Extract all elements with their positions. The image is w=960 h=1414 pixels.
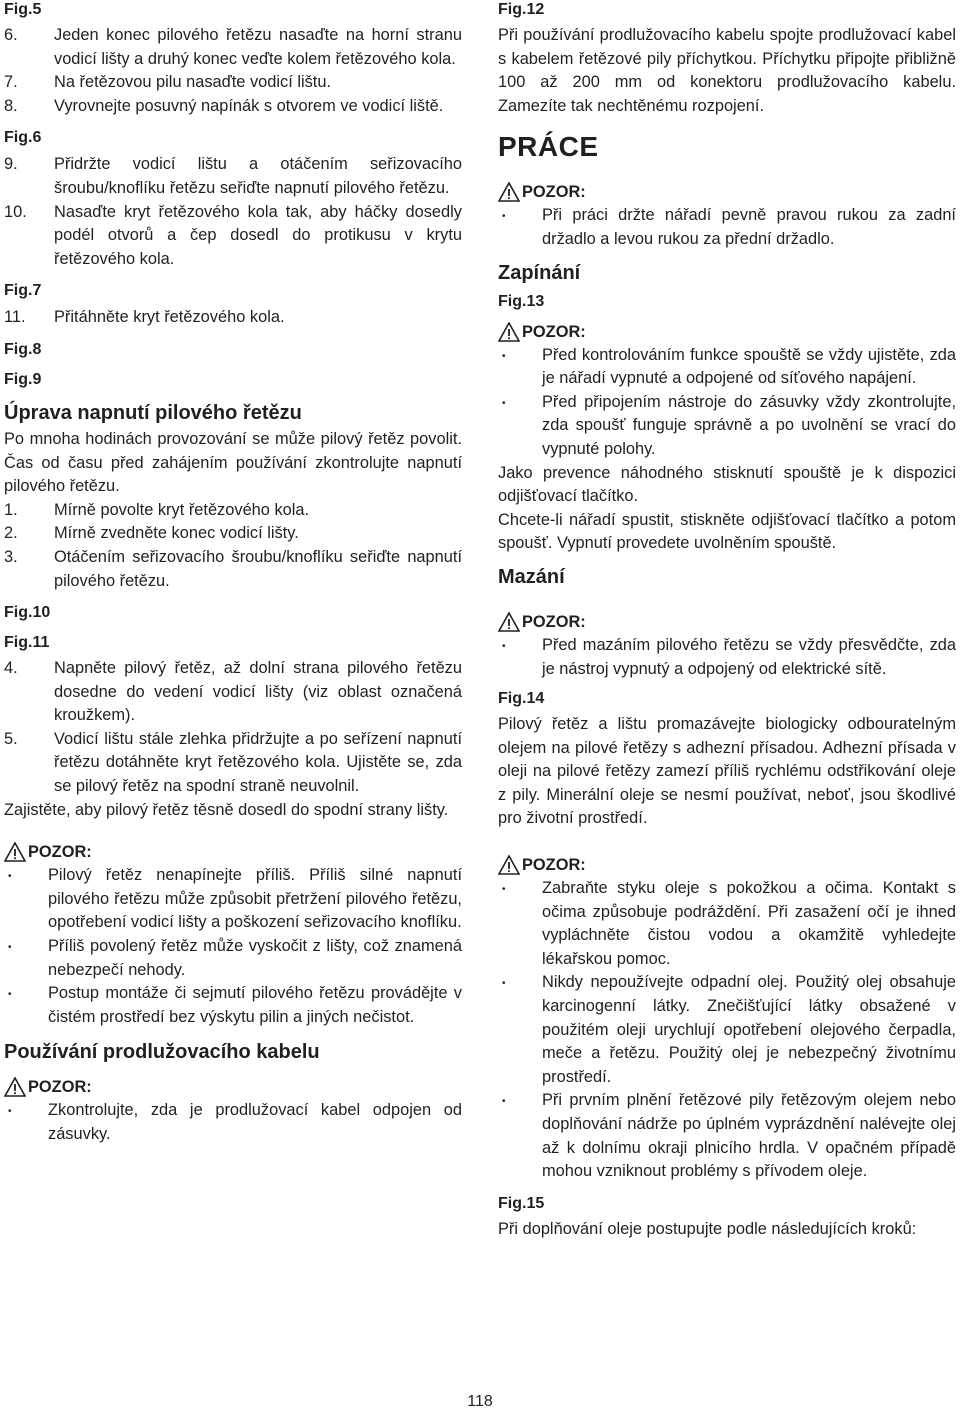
steps-9-10 bbox=[4, 153, 462, 271]
fig-10-label: Fig.10 bbox=[4, 604, 51, 622]
bullet-item: • Nikdy nepoužívejte odpadní olej. Použitý olej obsahuje karcinogenní látky. Znečišťující látky obsažené v použitém oleji urychlují opotřebení olejového čerpadla, meče a řetězu. Použitý olej je nebezpečný životnímu prostředí. bbox=[498, 971, 956, 1089]
paragraph-tension: Po mnoha hodinách provozování se může pilový řetěz povolit. Čas od času před zahájením používání zkontrolujte napnutí pilového řetězu. bbox=[4, 429, 462, 496]
warning-label: POZOR: bbox=[498, 853, 956, 877]
step-item: 1. Mírně povolte kryt řetězového kola. bbox=[4, 500, 310, 519]
warning-triangle-icon bbox=[498, 855, 520, 875]
bullet-item: • Zkontrolujte, zda je prodlužovací kabel odpojen od zásuvky. bbox=[4, 1099, 462, 1146]
paragraph-extension: Při používání prodlužovacího kabelu spojte prodlužovací kabel s kabelem řetězové pily příchytkou. Příchytku připojte přibližně 100 až 200 mm od konektoru prodlužovacího kabelu. Zamezíte tak nechtěnému rozpojení. bbox=[498, 26, 956, 115]
step-item: 5. Vodicí lištu stále zlehka přidržujte a po seřízení napnutí řetězu dotáhněte kryt řetězového kola. Ujistěte se, zda se pilový řetěz na spodní straně neuvolnil. bbox=[4, 729, 462, 796]
warning-list bbox=[498, 634, 956, 681]
paragraph-start: Chcete-li nářadí spustit, stiskněte odjišťovací tlačítko a potom spoušť. Vypnutí provedete uvolněním spouště. bbox=[498, 510, 956, 553]
bullet-item: • Pilový řetěz nenapínejte příliš. Příliš silné napnutí pilového řetězu může způsobit přetržení pilového řetězu, opotřebení vodicí lišty a poškození seřizovacího knoflíku. bbox=[4, 864, 462, 935]
warning-label: POZOR: bbox=[4, 840, 462, 864]
steps-4-5 bbox=[4, 657, 462, 799]
step-item: 11. Přitáhněte kryt řetězového kola. bbox=[4, 308, 285, 327]
paragraph-ensure: Zajistěte, aby pilový řetěz těsně dosedl do spodní strany lišty. bbox=[4, 800, 449, 819]
warning-triangle-icon bbox=[498, 612, 520, 632]
bullet-item: • Při prvním plnění řetězové pily řetězovým olejem nebo doplňování nádrže po úplném vyprázdnění nalévejte olej až k dolnímu okraji plnicího hrdla. V opačném případě mohou vzniknout problémy s přívodem oleje. bbox=[498, 1089, 956, 1183]
warning-label: POZOR: bbox=[498, 610, 956, 634]
bullet-item: • Příliš povolený řetěz může vyskočit z lišty, což znamená nebezpečí nehody. bbox=[4, 935, 462, 982]
paragraph-oil-filling: Při doplňování oleje postupujte podle následujících kroků: bbox=[498, 1219, 917, 1238]
step-item: 2. Mírně zvedněte konec vodicí lišty. bbox=[4, 524, 299, 543]
paragraph-lubrication: Pilový řetěz a lištu promazávejte biologicky odbouratelným olejem na pilové řetězy s adhezní přísadou. Adhezní přísada v oleji na pilové řetězy zamezí příliš rychlému odstřikování oleje z pily. Minerální oleje se nesmí používat, neboť, jsou škodlivé pro životní prostředí. bbox=[498, 715, 956, 828]
bullet-item: • Při práci držte nářadí pevně pravou rukou za zadní držadlo a levou rukou za přední držadlo. bbox=[498, 204, 956, 251]
bullet-item: • Před mazáním pilového řetězu se vždy přesvědčte, zda je nástroj vypnutý a odpojený od elektrické sítě. bbox=[498, 634, 956, 681]
paragraph-lockoff: Jako prevence náhodného stisknutí spouště je k dispozici odjišťovací tlačítko. bbox=[498, 463, 956, 506]
warning-list bbox=[4, 864, 462, 1029]
steps-11 bbox=[4, 306, 462, 330]
warning-triangle-icon bbox=[498, 182, 520, 202]
step-item: 3. Otáčením seřizovacího šroubu/knoflíku seřiďte napnutí pilového řetězu. bbox=[4, 547, 462, 590]
step-item: 7. Na řetězovou pilu nasaďte vodicí lištu. bbox=[4, 73, 332, 92]
heading-work: PRÁCE bbox=[498, 131, 599, 163]
warning-list bbox=[498, 344, 956, 462]
fig-6-label: Fig.6 bbox=[4, 129, 42, 147]
heading-chain-tension: Úprava napnutí pilového řetězu bbox=[4, 401, 302, 424]
step-item: 6. Jeden konec pilového řetězu nasaďte na horní stranu vodicí lišty a druhý konec veďte kolem řetězového kola. bbox=[4, 26, 462, 68]
page-number: 118 bbox=[467, 1393, 493, 1410]
fig-9-label: Fig.9 bbox=[4, 370, 42, 388]
bullet-item: • Zabraňte styku oleje s pokožkou a očima. Kontakt s očima způsobuje podráždění. Při zasažení očí je ihned vypláchněte čistou vodou a okamžitě vyhledejte lékařskou pomoc. bbox=[498, 877, 956, 971]
steps-6-8 bbox=[4, 24, 462, 118]
steps-1-3 bbox=[4, 499, 462, 593]
warning-label: POZOR: bbox=[498, 180, 956, 204]
bullet-item: • Před kontrolováním funkce spouště se vždy ujistěte, zda je nářadí vypnuté a odpojené od síťového napájení. bbox=[498, 344, 956, 391]
fig-12-label: Fig.12 bbox=[498, 1, 545, 18]
fig-11-label: Fig.11 bbox=[4, 634, 50, 652]
left-column bbox=[4, 0, 462, 1147]
step-item: 4. Napněte pilový řetěz, až dolní strana pilového řetězu dosedne do vedení vodicí lišty (viz oblast označená kroužkem). bbox=[4, 659, 462, 725]
step-item: 10. Nasaďte kryt řetězového kola tak, aby háčky dosedly podél otvorů a čep dosedl do protikusu v krytu řetězového kola. bbox=[4, 202, 462, 268]
fig-5-label: Fig.5 bbox=[4, 1, 42, 18]
warning-list bbox=[498, 877, 956, 1184]
warning-list bbox=[4, 1099, 462, 1146]
heading-extension-cable: Používání prodlužovacího kabelu bbox=[4, 1041, 320, 1064]
warning-label: POZOR: bbox=[498, 320, 956, 344]
fig-8-label: Fig.8 bbox=[4, 340, 42, 358]
fig-14-label: Fig.14 bbox=[498, 690, 545, 708]
fig-13-label: Fig.13 bbox=[498, 292, 545, 310]
warning-list bbox=[498, 204, 956, 251]
warning-triangle-icon bbox=[4, 1077, 26, 1097]
fig-15-label: Fig.15 bbox=[498, 1194, 545, 1212]
bullet-item: • Postup montáže či sejmutí pilového řetězu provádějte v čistém prostředí bez výskytu pilin a jiných nečistot. bbox=[4, 982, 462, 1029]
heading-lubrication: Mazání bbox=[498, 565, 565, 588]
fig-7-label: Fig.7 bbox=[4, 282, 42, 300]
step-item: 8. Vyrovnejte posuvný napínák s otvorem ve vodicí liště. bbox=[4, 96, 444, 115]
warning-label: POZOR: bbox=[4, 1075, 462, 1099]
bullet-item: • Před připojením nástroje do zásuvky vždy zkontrolujte, zda spoušť funguje správně a po uvolnění se vrací do vypnuté polohy. bbox=[498, 391, 956, 462]
right-column bbox=[498, 0, 956, 1241]
warning-triangle-icon bbox=[4, 842, 26, 862]
warning-triangle-icon bbox=[498, 322, 520, 342]
step-item: 9. Přidržte vodicí lištu a otáčením seřizovacího šroubu/knoflíku řetězu seřiďte napnutí pilového řetězu. bbox=[4, 155, 462, 197]
heading-switching-on: Zapínání bbox=[498, 261, 581, 284]
